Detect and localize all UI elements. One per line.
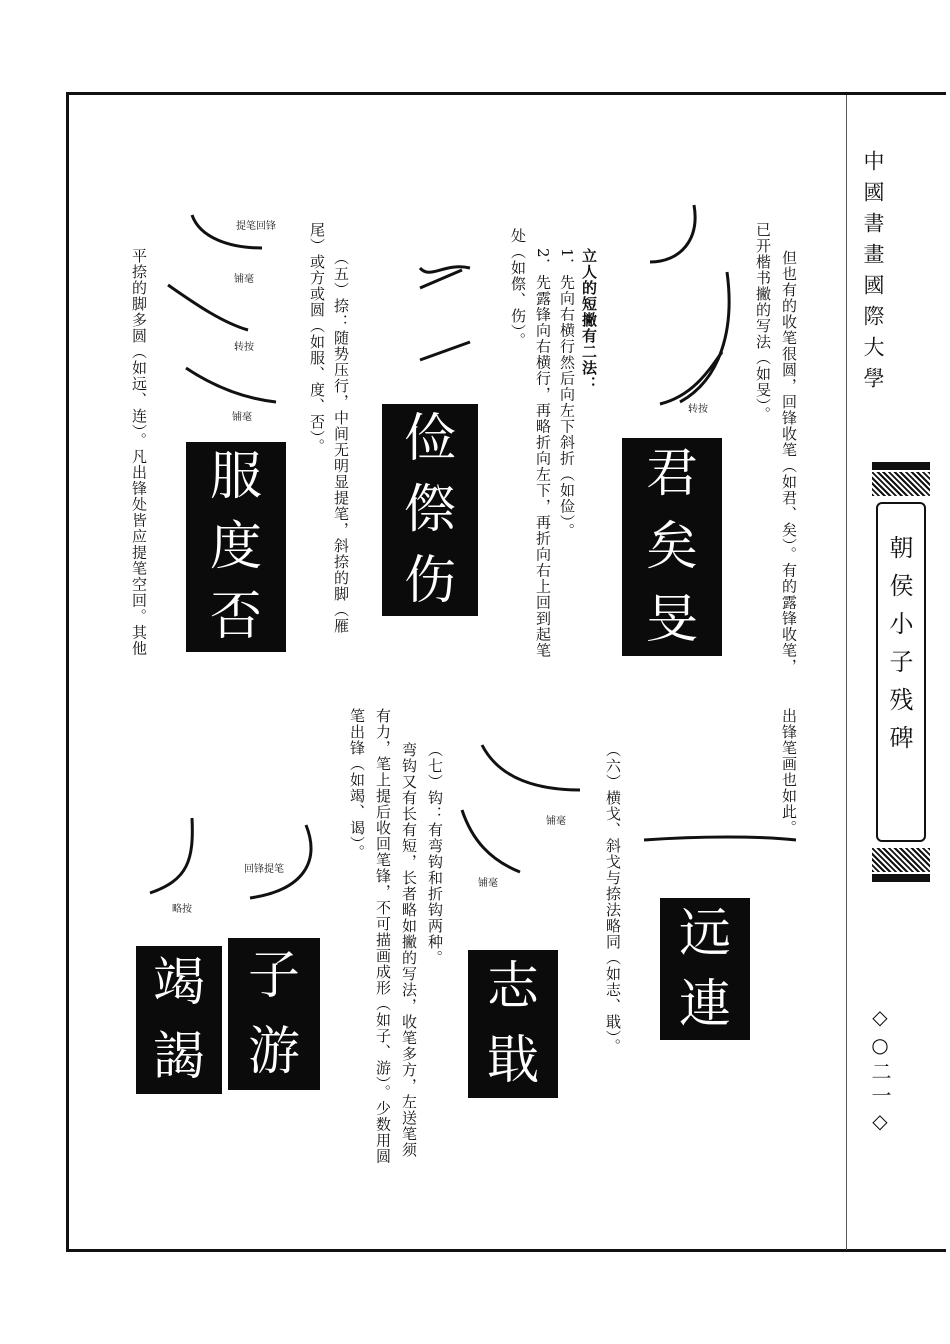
text-col-1: 但也有的收笔很圆，回锋收笔（如君、矣）。有的露锋收笔，: [780, 250, 798, 675]
annotation-8: 回锋提笔: [244, 864, 284, 875]
rubbing-zhi-ji: 志 戢: [468, 950, 558, 1098]
text-col-8a: （七）钩：有弯钩和折钩两种。: [426, 742, 444, 966]
text-col-5: 平捺的脚多圆（如远、连）。凡出锋处皆应提笔空回。其他: [130, 248, 148, 657]
text-col-3a: 立人的短撇有二法：: [580, 248, 598, 392]
text-col-3c: 2．先露锋向右横行，再略折向左下，再折向右上回到起笔: [534, 248, 552, 659]
rubbing-jie-ye: 竭 謁: [136, 946, 222, 1094]
text-col-4b: 尾）或方或圆（如服、度、否）。: [308, 222, 326, 455]
text-col-7: （六）横戈、斜戈与捺法略同（如志、戢）。: [604, 742, 622, 1055]
annotation-1: 提笔回锋: [236, 221, 276, 232]
text-col-2: 已开楷书撇的写法（如旻）。: [754, 222, 772, 423]
annotation-3: 转按: [234, 342, 254, 353]
text-col-8d: 笔出锋（如竭、谒）。: [348, 708, 366, 861]
annotation-7: 铺毫: [478, 878, 498, 889]
annotation-5: 转按: [688, 404, 708, 415]
rubbing-zi-you: 子 游: [228, 938, 320, 1090]
text-col-3d: 处（如傺、伤）。: [509, 228, 527, 349]
text-col-6: 出锋笔画也如此。: [780, 708, 798, 836]
rubbing-jun-yi-min: 君 矣 旻: [622, 438, 722, 656]
rubbing-jian-chi-shang: 俭 傺 伤: [382, 404, 478, 616]
text-col-8c: 有力，笔上提后收回笔锋，不可描画成形（如子、游）。少数用圆: [374, 708, 392, 1165]
annotation-2: 铺毫: [234, 274, 254, 285]
page-number: ◇○二一◇: [868, 1005, 892, 1137]
book-title: 朝侯小子残碑: [885, 535, 913, 763]
series-title: 中國書畫國際大學: [861, 150, 885, 398]
annotation-9: 略按: [172, 904, 192, 915]
rubbing-yuan-lian: 远 連: [660, 898, 750, 1040]
annotation-4: 铺毫: [232, 412, 252, 423]
text-col-8b: 弯钩又有长有短，长者略如撇的写法，收笔多方，左送笔须: [400, 742, 418, 1158]
rubbing-fu-du-fou: 服 度 否: [186, 442, 286, 652]
text-col-3b: 1．先向右横行然后向左下斜折（如俭）。: [558, 248, 576, 540]
text-col-4a: （五）捺：随势压行，中间无明显提笔，斜捺的脚（雁: [332, 250, 350, 634]
annotation-6: 铺毫: [546, 816, 566, 827]
